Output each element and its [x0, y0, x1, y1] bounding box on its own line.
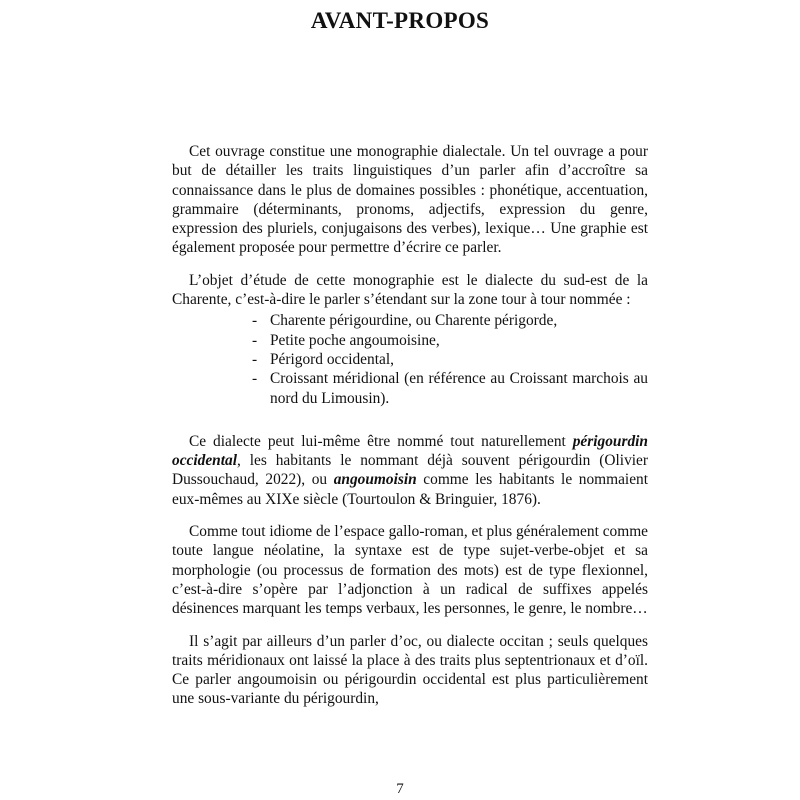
list-item-text: Croissant méridional (en référence au Croissant marchois au nord du Limousin).	[270, 370, 648, 407]
list-item-text: Charente périgourdine, ou Charente périgorde,	[270, 312, 558, 330]
page-title: AVANT-PROPOS	[310, 8, 490, 33]
list-dash: -	[252, 370, 258, 388]
emphasized-term: périgourdin occidental	[172, 432, 648, 470]
list-item-text: Petite poche angoumoisine,	[270, 331, 440, 349]
page-body	[172, 142, 648, 722]
page-number: 7	[396, 781, 404, 797]
list-item-text: Périgord occidental,	[270, 350, 394, 368]
text-segment: , les habitants le nommant déjà souvent périgourdin (Olivier Dussouchaud, 2022), ou	[172, 452, 648, 489]
list-dash: -	[252, 331, 258, 349]
list-item	[252, 331, 648, 350]
paragraph-syntax-morphology: Comme tout idiome de l’espace gallo-roman, et plus généralement comme toute langue néolatine, la syntaxe est de type sujet-verbe-objet et sa morphologie (ou processus de formation des mots) est de type flexionnel, c’est-à-dire s’opère par l’adjonction à un radical de suffixes appelés désinences marquant les temps verbaux, les personnes, le genre, le nombre…	[172, 523, 649, 618]
paragraph-occitan: Il s’agit par ailleurs d’un parler d’oc, ou dialecte occitan ; seuls quelques traits méridionaux ont laissé la place à des traits plus septentrionaux et d’oïl. Ce parler angoumoisin ou périgourdin occidental est plus particulièrement une sous-variante du périgourdin,	[172, 632, 648, 708]
emphasized-term: angoumoisin	[333, 471, 417, 489]
list-item	[252, 311, 648, 330]
text-segment: Ce dialecte peut lui-même être nommé tout naturellement	[189, 432, 573, 450]
text-segment: comme les habitants le nommaient eux-mêmes au XIXe siècle (Tourtoulon & Bringuier, 1876).	[172, 471, 648, 508]
list-item	[252, 369, 648, 408]
zone-names-list	[172, 311, 648, 407]
paragraph-intro: Cet ouvrage constitue une monographie dialectale. Un tel ouvrage a pour but de détailler les traits linguistiques d’un parler afin d’accroître sa connaissance dans le plus de domaines possibles : phonétique, accentuation, grammaire (déterminants, pronoms, adjectifs, expression du genre, expression des pluriels, conjugaisons des verbes), lexique… Une graphie est également proposée pour permettre d’écrire ce parler.	[172, 143, 648, 257]
list-dash: -	[252, 312, 258, 330]
paragraph-object-of-study: L’objet d’étude de cette monographie est le dialecte du sud-est de la Charente, c’est-à-dire le parler s’étendant sur la zone tour à tour nommée :	[172, 271, 648, 309]
list-item	[252, 350, 648, 369]
paragraph-dialect-naming	[172, 432, 648, 509]
list-dash: -	[252, 350, 258, 368]
